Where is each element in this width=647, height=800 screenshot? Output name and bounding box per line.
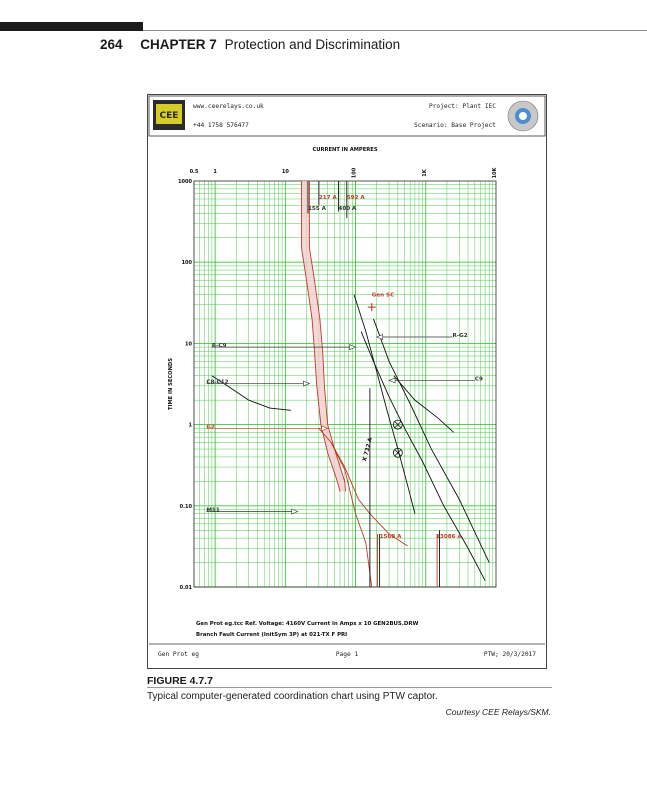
sheet-note-line-1: Gen Prot eg.tcc Ref. Voltage: 4160V Current in Amps x 10 GEN2BUS.DRW [196,621,419,627]
y-tick-label: 1000 [178,179,192,185]
x-tick-label: 10 [281,169,289,175]
skm-logo [508,101,538,131]
y-axis-label: TIME IN SECONDS [168,358,174,410]
coordination-chart-figure [147,94,547,669]
y-tick-label: 0.10 [179,503,192,510]
sheet-footer-left: Gen Prot eg [158,651,199,658]
curve-label-13: X 732 A [361,437,375,463]
x-tick-label: 10K [492,167,498,179]
curve-label-11: 1568 A [379,534,402,541]
y-tick-label: 0.01 [179,585,192,591]
label-arrowhead-5 [292,509,298,514]
running-header [100,37,400,52]
curve-label-9: G2 [206,424,215,431]
cee-logo-text: CEE [159,111,179,121]
page-top-rule [143,30,647,31]
series-curve-5 [354,295,415,514]
plot-area [168,147,498,591]
curve-label-4: Gen SC [371,292,395,299]
x-tick-label: 1 [213,169,217,175]
curve-label-12: 13086 A [436,534,462,541]
curve-label-2: 155 A [307,205,326,212]
plot-frame [194,181,496,587]
y-tick-label: 100 [181,260,192,267]
x-tick-label: 100 [351,167,358,179]
tcc-sheet [148,95,546,668]
page-number: 264 [100,37,123,52]
y-tick-label: 1 [188,422,192,429]
curve-label-6: R-C9 [211,343,227,350]
x-tick-label: 0.5 [189,169,199,175]
page-top-bar [0,22,143,31]
sheet-footer-center: Page 1 [335,651,359,658]
sheet-project: Project: Plant IEC [428,103,496,110]
x-tick-label: 1K [421,169,428,177]
chapter-label: CHAPTER 7 [140,37,217,52]
generator-damage-band [302,181,346,492]
caption-rule [147,687,552,688]
curve-label-0: 217 A [318,195,337,202]
curve-label-10: M11 [206,507,220,514]
sheet-scenario: Scenario: Base Project [414,122,496,129]
x-axis-title: CURRENT IN AMPERES [312,147,378,153]
series-curve-6 [373,319,489,563]
sheet-footer-right: PTW; 20/3/2017 [483,651,536,658]
y-tick-label: 10 [185,341,192,348]
curve-label-5: R-G2 [452,332,468,339]
figure-credit: Courtesy CEE Relays/SKM. [445,707,551,717]
chapter-title: Protection and Discrimination [224,37,401,52]
sheet-note-line-2: Branch Fault Current (InitSym 3P) at 021-TX F PRI [196,632,348,638]
sheet-header-box [149,96,545,136]
curve-label-1: 592 A [346,195,365,202]
label-arrowhead-2 [389,378,395,383]
curve-label-3: 400 A [338,205,357,212]
sheet-website: www.ceerelays.co.uk [193,103,264,110]
figure-caption: Typical computer-generated coordination chart using PTW captor. [147,691,438,702]
curve-label-7: C9 [474,376,483,383]
sheet-phone: +44 1758 576477 [193,122,249,129]
figure-label: FIGURE 4.7.7 [147,675,213,687]
curve-label-8: C8-C12 [206,379,229,386]
